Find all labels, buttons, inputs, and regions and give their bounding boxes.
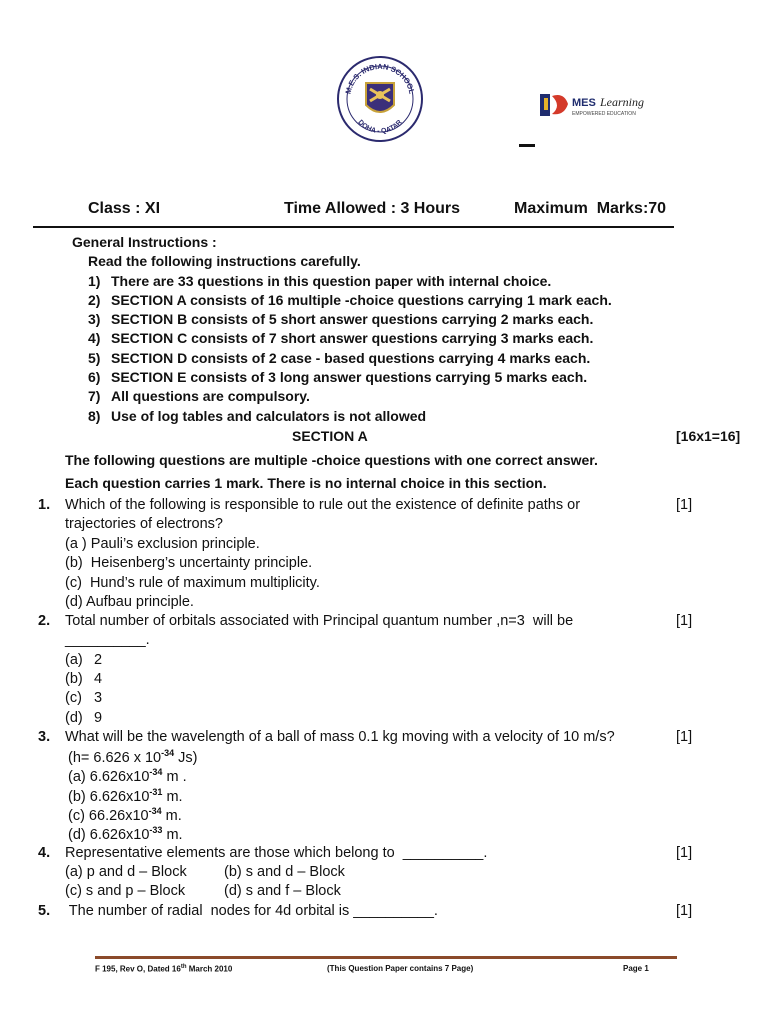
question-number: 2. [38,613,51,629]
time-allowed: Time Allowed : 3 Hours [284,200,461,217]
question-mark: [1] [676,729,693,745]
option: (a) $6.626x10^{-34}$ m . [68,767,187,785]
instruction-number: 5) [88,350,101,366]
option-label: (a) [65,652,83,668]
school-logo-bottom-text: DOHA - QATAR [356,118,404,136]
question-number: 3. [38,729,51,745]
option: (b) $6.626x10^{-31}$ m. [68,787,183,805]
question-text: Total number of orbitals associated with Principal quantum number ,n=3 will be [65,613,574,629]
option-value: 4 [94,671,103,687]
mes-learning-logo [538,88,663,124]
header-dash [519,144,535,147]
option-label: (d) [65,710,83,726]
section-note: Each question carries 1 mark. There is no internal choice in this section. [65,475,547,491]
instruction-number: 7) [88,388,101,404]
option: (a ) Pauli’s exclusion principle. [65,536,260,552]
option: (c) Hund’s rule of maximum multiplicity. [65,575,320,591]
question-mark: [1] [676,613,693,629]
instruction-text: There are 33 questions in this question paper with internal choice. [111,273,552,289]
instruction-text: All questions are compulsory. [111,388,310,404]
question-text: trajectories of electrons? [65,516,223,532]
option: (a) p and d – Block [65,864,187,880]
mes-learning-text: Learning [600,95,645,109]
instruction-number: 4) [88,330,101,346]
instruction-number: 8) [88,408,101,424]
option-label: (c) [65,690,82,706]
option: (b) Heisenberg’s uncertainty principle. [65,555,313,571]
instruction-number: 2) [88,292,101,308]
option: (d) Aufbau principle. [65,594,194,610]
instruction-text: SECTION E consists of 3 long answer questions carrying 5 marks each. [111,369,588,385]
question-mark: [1] [676,845,693,861]
instruction-text: SECTION C consists of 7 short answer questions carrying 3 marks each. [111,330,594,346]
class-label: Class : XI [88,200,161,217]
planck-constant: (h= 6.626 x $10^{-34}$ Js) [68,748,198,766]
mes-name: MES [572,97,596,109]
option: (d) $6.626x10^{-33}$ m. [68,825,183,843]
maximum-marks: Maximum Marks:70 [514,200,667,217]
section-marks: [16x1=16] [676,428,741,444]
option-value: 9 [94,710,103,726]
question-number: 5. [38,903,51,919]
question-text: Which of the following is responsible to rule out the existence of definite paths or [65,497,581,513]
question-text: The number of radial nodes for 4d orbital is __________. [65,903,438,919]
question-text: What will be the wavelength of a ball of mass 0.1 kg moving with a velocity of 10 m/s? [65,729,615,745]
question-text: __________. [65,632,150,648]
footer-page-number: Page 1 [623,964,649,973]
header-divider [33,226,674,228]
option-value: 3 [94,690,103,706]
instruction-text: SECTION A consists of 16 multiple -choice questions carrying 1 mark each. [111,292,612,308]
option: (c) $66.26x10^{-34}$ m. [68,806,182,824]
section-title: SECTION A [292,428,368,444]
mes-tagline: EMPOWERED EDUCATION [572,111,636,117]
option: (d) s and f – Block [224,883,341,899]
question-mark: [1] [676,903,693,919]
option: (c) s and p – Block [65,883,186,899]
footer-page-count: (This Question Paper contains 7 Page) [327,964,474,973]
option: (b) s and d – Block [224,864,345,880]
question-number: 4. [38,845,51,861]
question-mark: [1] [676,497,693,513]
question-number: 1. [38,497,51,513]
instruction-number: 6) [88,369,101,385]
section-note: The following questions are multiple -choice questions with one correct answer. [65,452,598,468]
instruction-number: 1) [88,273,101,289]
footer-divider [95,956,677,959]
question-text: Representative elements are those which belong to __________. [65,845,488,861]
instruction-text: SECTION D consists of 2 case - based questions carrying 4 marks each. [111,350,591,366]
instruction-text: SECTION B consists of 5 short answer questions carrying 2 marks each. [111,311,594,327]
instructions-heading: General Instructions : [72,234,217,250]
school-logo-top-text: M.E.S. INDIAN SCHOOL [343,61,417,95]
instruction-text: Use of log tables and calculators is not allowed [111,408,427,424]
footer-form-ref: F 195, Rev O, Dated 16th March 2010 [95,964,233,974]
school-logo [336,55,424,143]
option-label: (b) [65,671,83,687]
option-value: 2 [94,652,103,668]
instructions-intro: Read the following instructions carefully. [88,253,361,269]
instruction-number: 3) [88,311,101,327]
